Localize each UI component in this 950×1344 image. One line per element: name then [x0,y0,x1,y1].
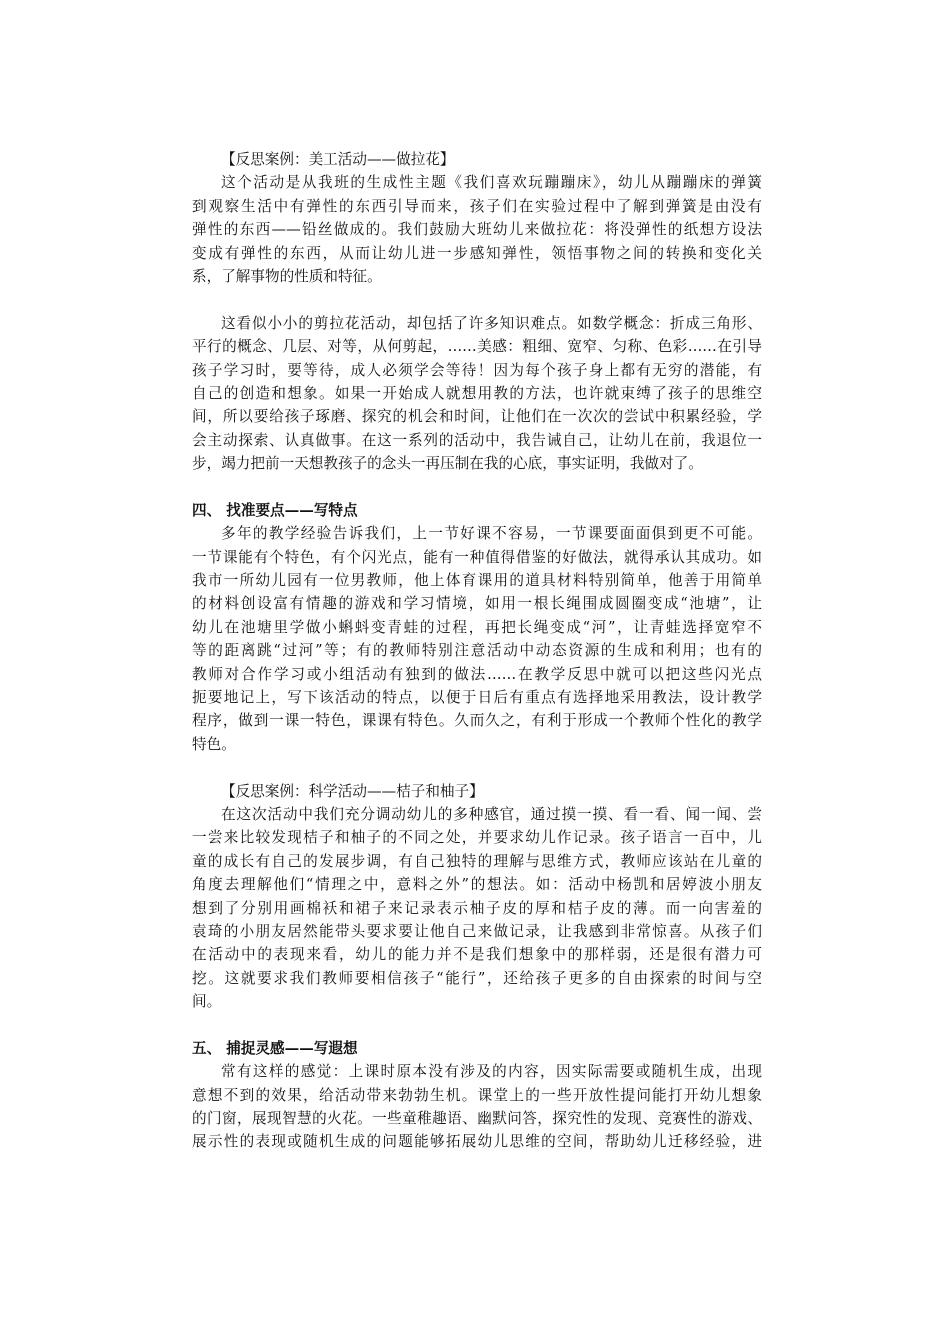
paragraph-line: 展示性的表现或随机生成的问题能够拓展幼儿思维的空间，帮助幼儿迁移经验，进 [192,1133,762,1151]
paragraph-line: 步，竭力把前一天想教孩子的念头一再压制在我的心底，事实证明，我做对了。 [192,455,703,473]
paragraph-line: 到观察生活中有弹性的东西引导而来，孩子们在实验过程中了解到弹簧是由没有 [192,197,762,215]
paragraph-line: 教师对合作学习或小组活动有独到的做法……在教学反思中就可以把这些闪光点 [192,665,762,683]
paragraph-line: 系，了解事物的性质和特征。 [192,267,382,285]
paragraph-gap [192,288,762,311]
case2-paragraph [192,803,762,1014]
case2-title: 【反思案例：科学活动——桔子和柚子】 [221,782,484,800]
paragraph-line: 在活动中的表现来看，幼儿的能力并不是我们想象中的那样弱，还是很有潜力可 [192,946,762,964]
paragraph-gap [192,475,762,498]
paragraph-line: 程序，做到一课一特色，课课有特色。久而久之，有利于形成一个教师个性化的教学 [192,712,762,730]
paragraph-line: 变成有弹性的东西，从而让幼儿进一步感知弹性，领悟事物之间的转换和变化关 [192,244,762,262]
paragraph-line: 幼儿在池塘里学做小蝌蚪变青蛙的过程，再把长绳变成“河”，让青蛙选择宽窄不 [192,618,762,636]
paragraph-line: 会主动探索、认真做事。在这一系列的活动中，我告诫自己，让幼儿在前，我退位一 [192,431,762,449]
paragraph-line: 一节课能有个特色，有个闪光点，能有一种值得借鉴的好做法，就得承认其成功。如 [192,548,762,566]
paragraph-line: 的材料创设富有情趣的游戏和学习情境，如用一根长绳围成圆圈变成“池塘”，让 [192,595,762,613]
case1-paragraph-1 [192,171,762,288]
paragraph-line: 平行的概念、几层、对等，从何剪起，……美感：粗细、宽窄、匀称、色彩……在引导 [192,338,762,356]
paragraph-line: 常有这样的感觉：上课时原本没有涉及的内容，因实际需要或随机生成，出现 [221,1063,762,1081]
paragraph-line: 这个活动是从我班的生成性主题《我们喜欢玩蹦蹦床》，幼儿从蹦蹦床的弹簧 [221,174,762,192]
paragraph-line: 扼要地记上，写下该活动的特点，以便于日后有重点有选择地采用教法，设计教学 [192,688,762,706]
paragraph-line: 挖。这就要求我们教师要相信孩子“能行”，还给孩子更多的自由探索的时间与空 [192,969,762,987]
paragraph-line: 意想不到的效果，给活动带来勃勃生机。课堂上的一些开放性提问能打开幼儿想象 [192,1086,762,1104]
section-4-heading: 四、 找准要点——写特点 [192,501,358,519]
paragraph-line: 多年的教学经验告诉我们，上一节好课不容易，一节课要面面俱到更不可能。 [221,525,762,543]
paragraph-line: 在这次活动中我们充分调动幼儿的多种感官，通过摸一摸、看一看、闻一闻、尝 [221,805,762,823]
paragraph-line: 弹性的东西——铅丝做成的。我们鼓励大班幼儿来做拉花：将没弹性的纸想方设法 [192,221,762,239]
section-5-paragraph [192,1060,762,1154]
paragraph-line: 间，所以要给孩子琢磨、探究的机会和时间，让他们在一次次的尝试中积累经验，学 [192,408,762,426]
paragraph-line: 童的成长有自己的发展步调，有自己独特的理解与思维方式，教师应该站在儿童的 [192,852,762,870]
paragraph-line: 袁琦的小朋友居然能带头要求要让他自己来做记录，让我感到非常惊喜。从孩子们 [192,922,762,940]
paragraph-line: 我市一所幼儿园有一位男教师，他上体育课用的道具材料特别简单，他善于用简单 [192,572,762,590]
paragraph-line: 想到了分别用画棉袄和裙子来记录表示柚子皮的厚和桔子皮的薄。而一向害羞的 [192,899,762,917]
paragraph-line: 的门窗，展现智慧的火花。一些童稚趣语、幽默问答，探究性的发现、竞赛性的游戏、 [192,1110,762,1128]
paragraph-line: 等的距离跳“过河”等；有的教师特别注意活动中动态资源的生成和利用；也有的 [192,642,762,660]
section-5-heading: 五、 捕捉灵感——写遐想 [192,1039,358,1057]
paragraph-gap [192,1013,762,1036]
paragraph-line: 自己的创造和想象。如果一开始成人就想用教的方法，也许就束缚了孩子的思维空 [192,384,762,402]
case1-title: 【反思案例：美工活动——做拉花】 [221,151,455,168]
section-4-paragraph [192,522,762,756]
case1-paragraph-2 [192,312,762,476]
paragraph-line: 间。 [192,993,222,1011]
paragraph-line: 一尝来比较发现桔子和柚子的不同之处，并要求幼儿作记录。孩子语言一百中，儿 [192,829,762,847]
paragraph-line: 这看似小小的剪拉花活动，却包括了许多知识难点。如数学概念：折成三角形、 [221,314,762,332]
paragraph-gap [192,756,762,779]
document-page [192,148,762,1154]
paragraph-line: 特色。 [192,735,236,753]
paragraph-line: 角度去理解他们“情理之中，意料之外”的想法。如：活动中杨凯和居婷波小朋友 [192,876,762,894]
paragraph-line: 孩子学习时，要等待，成人必须学会等待！因为每个孩子身上都有无穷的潜能，有 [192,361,762,379]
